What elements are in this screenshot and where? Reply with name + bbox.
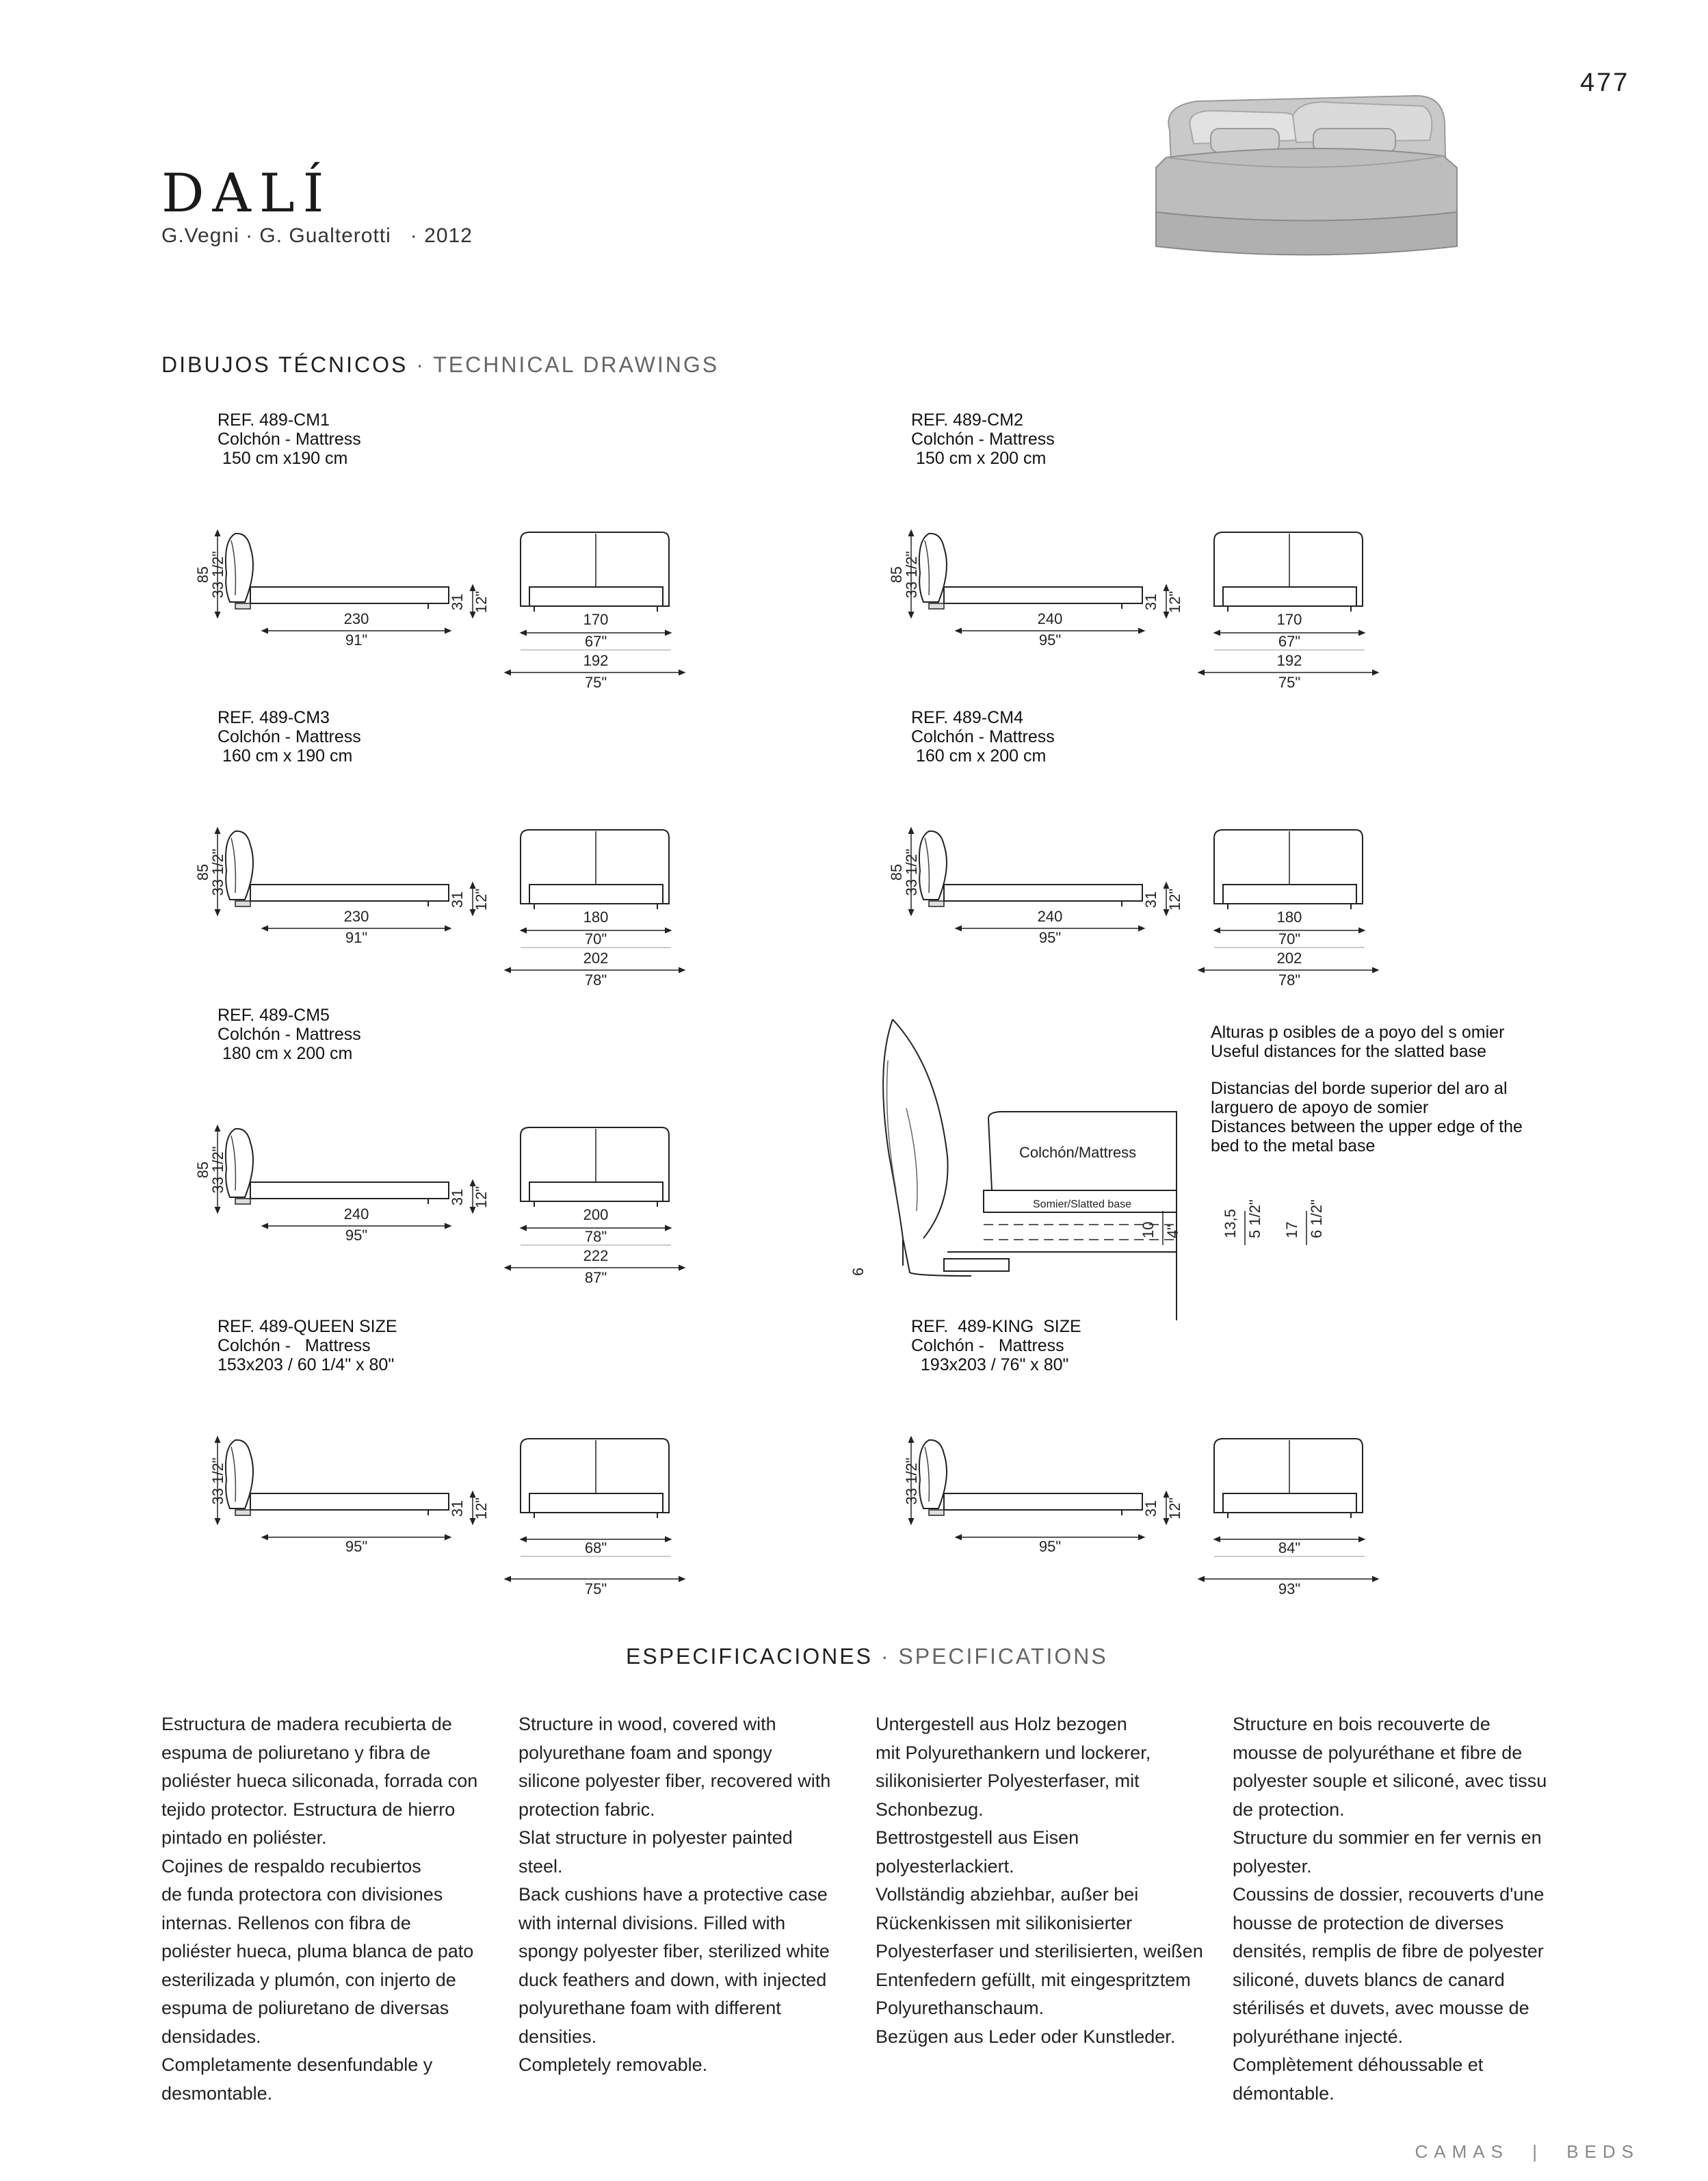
- specifications-heading: [626, 1644, 1108, 1669]
- spec-heading-sep: ·: [872, 1644, 899, 1669]
- page-number: 477: [1580, 68, 1630, 97]
- spec-line: Structure du sommier en fer vernis en: [1233, 1827, 1542, 1848]
- spec-line: housse de protection de diverses: [1233, 1912, 1504, 1933]
- spec-line: with internal divisions. Filled with: [518, 1912, 786, 1933]
- height-in: 33 1/2": [903, 848, 920, 896]
- drawing-ref-block: [218, 410, 361, 468]
- leg-cm: 31: [449, 1188, 466, 1206]
- spec-line: Structure en bois recouverte de: [1233, 1714, 1490, 1734]
- side-view: [919, 831, 1142, 906]
- spec-line: polyesterlackiert.: [876, 1855, 1014, 1877]
- leg-in: 12": [473, 888, 490, 911]
- detail-dim-cm: 17: [1283, 1221, 1300, 1238]
- bed-technical-drawing: [155, 1108, 743, 1307]
- drawing-ref: REF. 489-CM1: [218, 410, 330, 430]
- note2-line2: larguero de apoyo de somier: [1211, 1098, 1429, 1117]
- length-in: 95": [345, 1538, 368, 1555]
- spec-line: de funda protectora con divisiones: [161, 1884, 443, 1905]
- leg-in: 12": [1166, 590, 1183, 614]
- outer-width-in: 87": [584, 1269, 607, 1286]
- spec-line: pintado en poliéster.: [161, 1827, 327, 1848]
- height-in: 33 1/2": [209, 551, 226, 599]
- spec-line: internas. Rellenos con fibra de: [161, 1912, 411, 1933]
- leg-in: 12": [1166, 888, 1183, 911]
- outer-width-cm: 202: [583, 950, 609, 967]
- spec-line: Polyesterfaser und sterilisierten, weißen: [876, 1941, 1203, 1961]
- bed-technical-drawing: [155, 513, 743, 711]
- inner-width-cm: 170: [1276, 611, 1302, 628]
- length-in: 95": [1038, 929, 1062, 946]
- front-view: [1214, 830, 1363, 909]
- spec-line: duck feathers and down, with injected: [518, 1969, 827, 1990]
- length-cm: 230: [343, 610, 369, 627]
- front-view: [1214, 532, 1363, 612]
- detail-base-label: Somier/Slatted base: [1033, 1199, 1132, 1210]
- drawing-ref: REF. 489-CM4: [911, 708, 1023, 727]
- inner-width-in: 84": [1278, 1539, 1301, 1556]
- side-view: [226, 534, 449, 609]
- note-es: Alturas p osibles de a poyo del s omier: [1211, 1023, 1505, 1042]
- heading-sep: ·: [408, 352, 434, 377]
- side-view: [919, 1440, 1142, 1515]
- spec-line: Vollständig abziehbar, außer bei: [876, 1884, 1139, 1905]
- spec-line: Completamente desenfundable y: [161, 2054, 433, 2075]
- spec-line: Coussins de dossier, recouverts d'une: [1233, 1884, 1545, 1905]
- spec-line: spongy polyester fiber, sterilized white: [518, 1941, 830, 1961]
- drawing-ref-block: [911, 708, 1055, 766]
- drawing-mattress: Colchón - Mattress: [218, 430, 361, 449]
- spec-line: densités, remplis de fibre de polyester: [1233, 1941, 1544, 1961]
- height-in: 33 1/2": [209, 848, 226, 896]
- leg-cm: 31: [1142, 891, 1159, 909]
- height-in: 33 1/2": [209, 1457, 226, 1505]
- inner-width-in: 70": [584, 930, 607, 948]
- inner-width-in: 67": [1278, 633, 1301, 650]
- spec-line: steel.: [518, 1855, 563, 1877]
- spec-line: Untergestell aus Holz bezogen: [876, 1714, 1127, 1734]
- height-cm: 85: [194, 1161, 211, 1179]
- inner-width-in: 67": [584, 633, 607, 650]
- detail-dim-in: 6 1/2": [1308, 1199, 1325, 1238]
- drawing-ref-block: [218, 708, 361, 766]
- spec-line: espuma de poliuretano y fibra de: [161, 1742, 431, 1763]
- note-en: Useful distances for the slatted base: [1211, 1042, 1487, 1061]
- detail-mattress-label: Colchón/Mattress: [1019, 1144, 1137, 1161]
- leg-cm: 31: [449, 1500, 466, 1517]
- spec-line: Entenfedern gefüllt, mit eingespritztem: [876, 1969, 1191, 1990]
- front-view: [521, 1127, 669, 1207]
- leg-in: 12": [473, 1497, 490, 1520]
- footer-left: CAMAS: [1415, 2141, 1509, 2162]
- front-view: [521, 1439, 669, 1518]
- leg-in: 12": [1166, 1497, 1183, 1520]
- spec-line: Completely removable.: [518, 2054, 708, 2075]
- side-view: [919, 534, 1142, 609]
- inner-width-cm: 200: [583, 1206, 609, 1223]
- drawing-mattress: Colchón - Mattress: [911, 727, 1055, 746]
- front-view: [521, 532, 669, 612]
- detail-dim-in: 4": [1164, 1224, 1181, 1238]
- spec-line: Schonbezug.: [876, 1799, 984, 1820]
- spec-line: silikonisierter Polyesterfaser, mit: [876, 1771, 1140, 1791]
- front-view: [521, 830, 669, 909]
- length-cm: 240: [1037, 610, 1063, 627]
- spec-line: esterilizada y plumón, con injerto de: [161, 1969, 456, 1990]
- drawing-ref: REF. 489-KING SIZE: [911, 1317, 1081, 1336]
- spec-line: Complètement déhoussable et: [1233, 2054, 1484, 2075]
- spec-line: polyuréthane injecté.: [1233, 2026, 1404, 2047]
- spec-line: polyester souple et siliconé, avec tissu: [1233, 1771, 1547, 1791]
- drawing-size: 150 cm x190 cm: [218, 449, 348, 468]
- spec-heading-es: ESPECIFICACIONES: [626, 1644, 873, 1669]
- height-cm: 85: [194, 566, 211, 584]
- drawing-ref-block: [218, 1317, 397, 1374]
- spec-line: de protection.: [1233, 1799, 1345, 1820]
- drawing-size: 160 cm x 190 cm: [218, 746, 353, 766]
- spec-line: Bettrostgestell aus Eisen: [876, 1827, 1079, 1848]
- outer-width-cm: 192: [1276, 652, 1302, 669]
- inner-width-in: 68": [584, 1539, 607, 1556]
- spec-line: mit Polyurethankern und lockerer,: [876, 1742, 1151, 1763]
- drawing-size: 150 cm x 200 cm: [911, 449, 1047, 468]
- drawing-ref-block: [911, 1317, 1081, 1374]
- footer-category: [1415, 2141, 1640, 2163]
- spec-line: densidades.: [161, 2026, 261, 2047]
- bed-technical-drawing: [848, 513, 1436, 711]
- spec-heading-en: SPECIFICATIONS: [898, 1644, 1108, 1669]
- length-in: 95": [345, 1227, 368, 1244]
- spec-column-en: [518, 1710, 860, 2080]
- bed-technical-drawing: [155, 811, 743, 1009]
- drawing-ref-block: [218, 1006, 361, 1063]
- drawing-ref: REF. 489-QUEEN SIZE: [218, 1317, 397, 1336]
- outer-width-in: 78": [1278, 971, 1301, 989]
- bed-product-image: [1135, 75, 1457, 270]
- detail-height-dims: [1140, 1199, 1325, 1245]
- bed-technical-drawing: [848, 811, 1436, 1009]
- note2-line3: Distances between the upper edge of the: [1211, 1117, 1523, 1136]
- inner-width-cm: 180: [583, 909, 609, 926]
- spec-line: Polyurethanschaum.: [876, 1998, 1044, 2018]
- spec-line: desmontable.: [161, 2082, 273, 2104]
- spec-line: démontable.: [1233, 2082, 1335, 2104]
- length-in: 95": [1038, 631, 1062, 649]
- spec-line: Bezügen aus Leder oder Kunstleder.: [876, 2026, 1176, 2047]
- spec-line: siliconé, duvets blancs de canard: [1233, 1969, 1505, 1990]
- spec-line: stérilisés et duvets, avec mousse de: [1233, 1998, 1529, 2018]
- spec-line: Cojines de respaldo recubiertos: [161, 1855, 421, 1877]
- spec-line: Structure in wood, covered with: [518, 1714, 776, 1734]
- spec-line: mousse de polyuréthane et fibre de: [1233, 1742, 1523, 1763]
- spec-line: Estructura de madera recubierta de: [161, 1714, 452, 1734]
- length-in: 95": [1038, 1538, 1062, 1555]
- spec-line: polyester.: [1233, 1855, 1312, 1877]
- drawing-mattress: Colchón - Mattress: [218, 1336, 371, 1355]
- outer-width-in: 75": [584, 1580, 607, 1597]
- footer-right: BEDS: [1566, 2141, 1640, 2162]
- drawing-mattress: Colchón - Mattress: [911, 1336, 1064, 1355]
- length-cm: 240: [1037, 908, 1063, 925]
- outer-width-cm: 202: [1276, 950, 1302, 967]
- spec-column-de: [876, 1710, 1218, 2051]
- side-view: [226, 1440, 449, 1515]
- height-cm: 85: [888, 863, 905, 881]
- height-cm: 85: [888, 566, 905, 584]
- height-cm: 85: [194, 863, 211, 881]
- heading-en: TECHNICAL DRAWINGS: [433, 352, 720, 377]
- drawing-size: 153x203 / 60 1/4" x 80": [218, 1355, 395, 1374]
- product-title: DALÍ: [161, 163, 332, 224]
- length-cm: 240: [343, 1205, 369, 1223]
- bed-technical-drawing: [155, 1420, 743, 1618]
- height-in: 33 1/2": [209, 1146, 226, 1194]
- length-in: 91": [345, 929, 368, 946]
- drawing-ref: REF. 489-CM3: [218, 708, 330, 727]
- drawing-ref-block: [911, 410, 1055, 468]
- front-view: [1214, 1439, 1363, 1518]
- spec-line: densities.: [518, 2026, 597, 2047]
- length-in: 91": [345, 631, 368, 649]
- outer-width-cm: 222: [583, 1247, 609, 1264]
- detail-dim-in: 5 1/2": [1246, 1199, 1263, 1238]
- drawing-ref: REF. 489-CM2: [911, 410, 1023, 430]
- spec-line: poliéster hueca siliconada, forrada con: [161, 1771, 478, 1791]
- leg-cm: 31: [1142, 593, 1159, 611]
- spec-line: poliéster hueca, pluma blanca de pato: [161, 1941, 474, 1961]
- spec-line: espuma de poliuretano de diversas: [161, 1998, 449, 2018]
- drawing-ref: REF. 489-CM5: [218, 1006, 330, 1025]
- height-in: 33 1/2": [903, 551, 920, 599]
- spec-line: protection fabric.: [518, 1799, 655, 1820]
- heading-es: DIBUJOS TÉCNICOS: [161, 352, 408, 377]
- note2-line4: bed to the metal base: [1211, 1136, 1376, 1155]
- drawing-size: 160 cm x 200 cm: [911, 746, 1047, 766]
- leg-in: 12": [473, 590, 490, 614]
- spec-line: polyurethane foam and spongy: [518, 1742, 772, 1763]
- detail-dim-bottom: 6: [850, 1267, 867, 1276]
- spec-column-fr: [1233, 1710, 1575, 2108]
- drawing-size: 193x203 / 76" x 80": [911, 1355, 1069, 1374]
- side-view: [226, 1129, 449, 1204]
- outer-width-in: 75": [1278, 674, 1301, 691]
- technical-drawings-heading: [161, 352, 719, 378]
- inner-width-cm: 180: [1276, 909, 1302, 926]
- spec-column-es: [161, 1710, 503, 2108]
- note2-line1: Distancias del borde superior del aro al: [1211, 1079, 1508, 1098]
- spec-line: Back cushions have a protective case: [518, 1884, 828, 1905]
- outer-width-in: 75": [584, 674, 607, 691]
- leg-cm: 31: [449, 891, 466, 909]
- drawing-mattress: Colchón - Mattress: [218, 1025, 361, 1044]
- detail-notes: [1211, 1023, 1523, 1155]
- height-in: 33 1/2": [903, 1457, 920, 1505]
- spec-line: Slat structure in polyester painted: [518, 1827, 793, 1848]
- side-view: [226, 831, 449, 906]
- detail-dim-cm: 13,5: [1222, 1209, 1239, 1238]
- spec-line: silicone polyester fiber, recovered with: [518, 1771, 831, 1791]
- outer-width-in: 93": [1278, 1580, 1301, 1597]
- drawing-mattress: Colchón - Mattress: [218, 727, 361, 746]
- spec-line: polyurethane foam with different: [518, 1998, 781, 2018]
- leg-cm: 31: [449, 593, 466, 611]
- outer-width-cm: 192: [583, 652, 609, 669]
- inner-width-in: 78": [584, 1228, 607, 1245]
- bed-technical-drawing: [848, 1420, 1436, 1618]
- inner-width-cm: 170: [583, 611, 609, 628]
- footer-sep: |: [1532, 2141, 1543, 2162]
- detail-dim-cm: 10: [1140, 1221, 1157, 1238]
- spec-line: Rückenkissen mit silikonisierter: [876, 1912, 1133, 1933]
- inner-width-in: 70": [1278, 930, 1301, 948]
- leg-in: 12": [473, 1186, 490, 1209]
- drawing-size: 180 cm x 200 cm: [218, 1044, 353, 1063]
- leg-cm: 31: [1142, 1500, 1159, 1517]
- designers-credit: G.Vegni · G. Gualterotti · 2012: [161, 224, 473, 247]
- outer-width-in: 78": [584, 971, 607, 989]
- spec-line: tejido protector. Estructura de hierro: [161, 1799, 456, 1820]
- drawing-mattress: Colchón - Mattress: [911, 430, 1055, 449]
- length-cm: 230: [343, 908, 369, 925]
